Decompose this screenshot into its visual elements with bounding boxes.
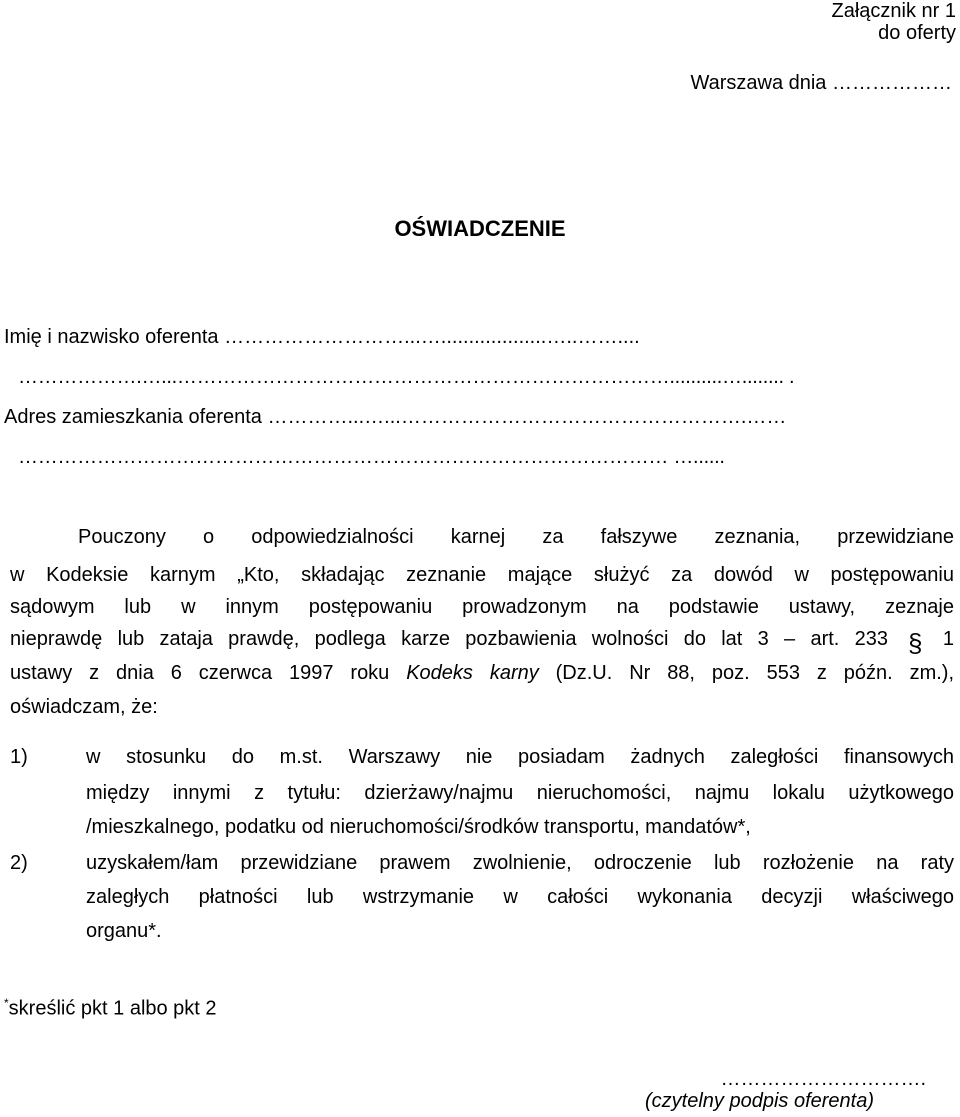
item-1-line-1: w stosunku do m.st. Warszawy nie posiadam żadnych zaległości finansowych [86,746,954,768]
item-2-line-2: zaległych płatności lub wstrzymanie w całości wykonania decyzji właściwego [86,886,954,908]
item-2-number: 2) [10,852,28,874]
address-dots: …………...…...…………………………………………….…… [267,406,787,428]
law-name: Kodeks karny [406,662,539,684]
document-title: OŚWIADCZENIE [394,216,566,241]
address-dots-line2: ……………………………………………………………………………………… …...... [18,446,725,468]
name-label: Imię i nazwisko oferenta [4,326,219,348]
name-field-row [4,326,640,349]
statement-line-3: sądowym lub w innym postępowaniu prowadzonym na podstawie ustawy, zeznaje [10,596,954,618]
section-sign: § [908,628,923,658]
footnote-mark: * [4,996,9,1010]
footnote [4,996,217,1021]
attachment-label-line2: do oferty [878,22,956,44]
signature-dots: …………………………. [720,1068,926,1090]
address-field-row [4,406,786,429]
law-reference-prefix: ustawy z dnia 6 czerwca 1997 roku [10,662,407,684]
item-1-line-2: między innymi z tytułu: dzierżawy/najmu nieruchomości, najmu lokalu użytkowego [86,782,954,804]
item-2-line-3: organu*. [86,920,162,942]
address-label: Adres zamieszkania oferenta [4,406,262,428]
statement-line-4: nieprawdę lub zataja prawdę, podlega karze pozbawienia wolności do lat 3 – art. 233 [10,628,888,650]
statement-line-2: w Kodeksie karnym „Kto, składając zeznanie mające służyć za dowód w postępowaniu [10,564,954,586]
name-dots: ………………………...…...................…..…….... [224,326,640,348]
footnote-text: skreślić pkt 1 albo pkt 2 [8,997,217,1020]
statement-line-4-row [10,628,954,658]
law-reference-suffix: (Dz.U. Nr 88, poz. 553 z późn. zm.), [538,662,955,684]
statement-line-1: Pouczony o odpowiedzialności karnej za fałszywe zeznania, przewidziane [78,526,954,548]
item-1-number: 1) [10,746,28,768]
attachment-label-line1: Załącznik nr 1 [831,0,956,22]
section-number: 1 [942,628,954,650]
item-2-line-1: uzyskałem/łam przewidziane prawem zwolnienie, odroczenie lub rozłożenie na raty [86,852,954,874]
statement-line-6: oświadczam, że: [10,696,158,718]
statement-line-5 [10,662,954,685]
item-1-line-3: /mieszkalnego, podatku od nieruchomości/środków transportu, mandatów*, [86,816,751,838]
name-dots-line2: ……………….…...…………………………………………………………………..........…........ . [18,366,795,388]
signature-caption: (czytelny podpis oferenta) [644,1090,874,1112]
place-date-line: Warszawa dnia ……………… [690,72,952,94]
